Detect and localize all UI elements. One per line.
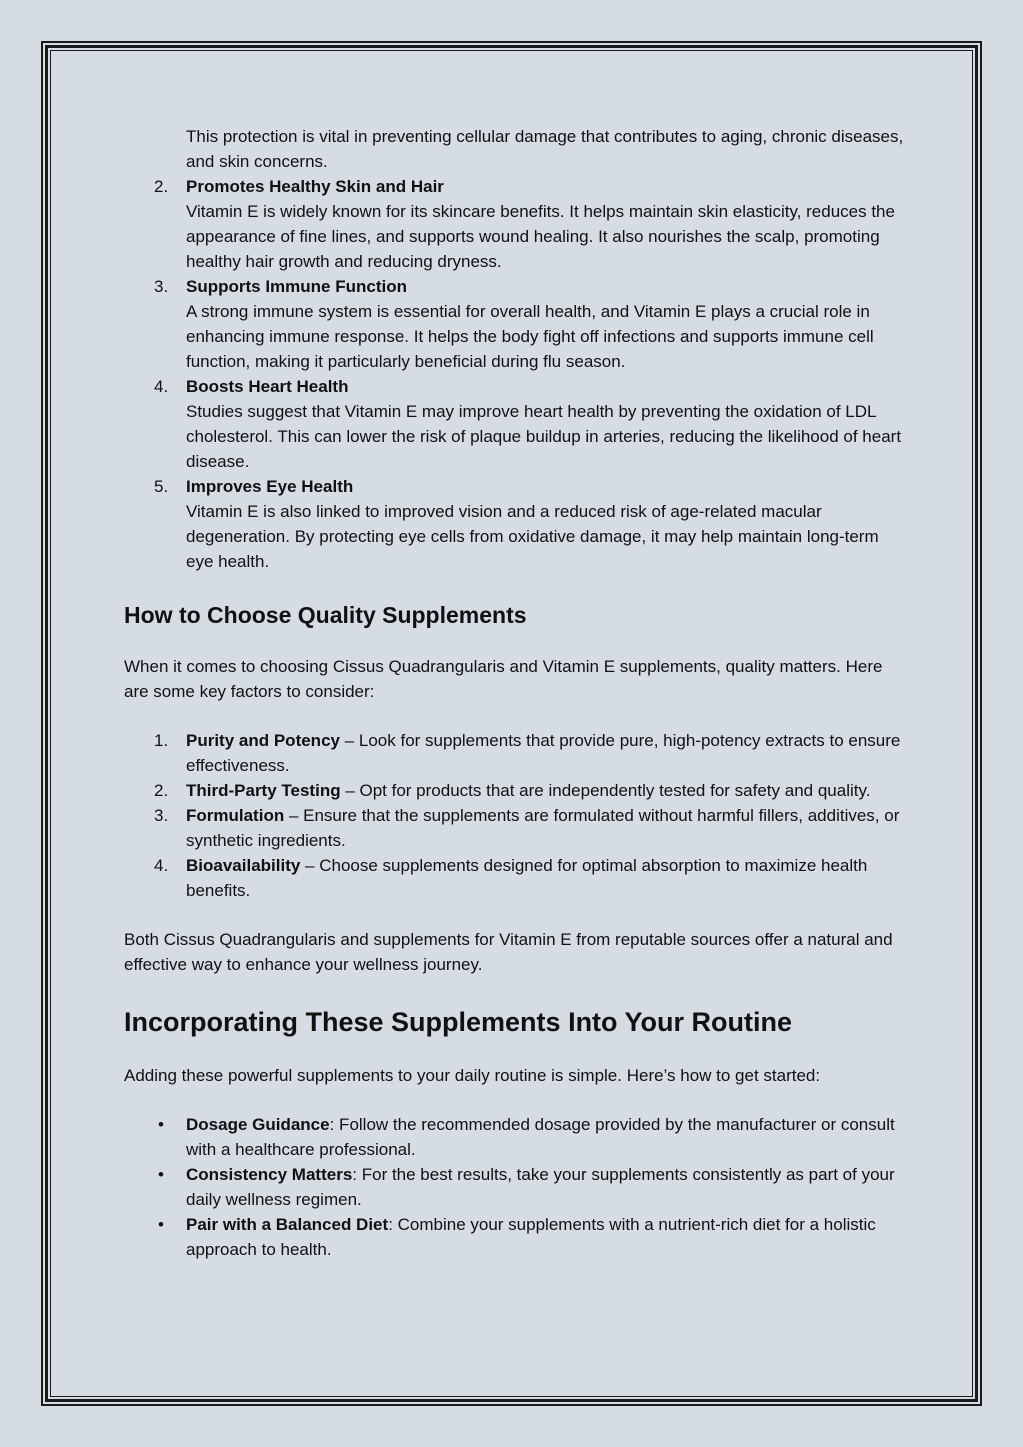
quality-item (124, 778, 904, 803)
quality-intro: When it comes to choosing Cissus Quadrangularis and Vitamin E supplements, quality matters. Here are some key factors to consider: (124, 657, 883, 701)
quality-item (124, 853, 904, 903)
quality-item-title: Formulation (186, 806, 285, 825)
benefit-text: Vitamin E is widely known for its skincare benefits. It helps maintain skin elasticity, reduces the appearance of fine lines, and supports wound healing. It also nourishes the scalp, promoting healthy hair growth and reducing dryness. (186, 202, 895, 271)
benefit-item (124, 474, 904, 574)
quality-item (124, 728, 904, 778)
list-number: 4. (154, 377, 169, 396)
benefit-item (124, 274, 904, 374)
routine-item-title: Dosage Guidance (186, 1115, 330, 1134)
routine-item-title: Consistency Matters (186, 1165, 353, 1184)
list-number: 4. (154, 856, 169, 875)
list-number: 2. (154, 781, 169, 800)
list-number: 2. (154, 177, 169, 196)
benefit-item (124, 174, 904, 274)
quality-item-title: Purity and Potency (186, 731, 340, 750)
benefit-title: Promotes Healthy Skin and Hair (186, 177, 444, 196)
quality-list (124, 728, 904, 903)
benefit-title: Improves Eye Health (186, 477, 354, 496)
benefit-item-continued (124, 124, 904, 174)
quality-item-text: – Opt for products that are independently tested for safety and quality. (340, 781, 871, 800)
quality-item-text: – Choose supplements designed for optimal absorption to maximize health benefits. (186, 856, 868, 900)
document-body (124, 124, 904, 1262)
section-heading-routine: Incorporating These Supplements Into Your Routine (124, 1007, 793, 1037)
quality-item (124, 803, 904, 853)
quality-closing: Both Cissus Quadrangularis and supplements for Vitamin E from reputable sources offer a natural and effective way to enhance your wellness journey. (124, 930, 893, 974)
list-number: 1. (154, 731, 169, 750)
list-number: 3. (154, 806, 169, 825)
quality-item-text: – Ensure that the supplements are formulated without harmful fillers, additives, or synthetic ingredients. (186, 806, 900, 850)
list-number: 3. (154, 277, 169, 296)
benefit-text: Studies suggest that Vitamin E may improve heart health by preventing the oxidation of LDL cholesterol. This can lower the risk of plaque buildup in arteries, reducing the likelihood of heart disease. (186, 402, 902, 471)
quality-item-title: Third-Party Testing (186, 781, 341, 800)
routine-list (124, 1112, 904, 1262)
routine-item-text: : For the best results, take your supplements consistently as part of your daily wellness regimen. (186, 1165, 895, 1209)
routine-item-text: : Combine your supplements with a nutrient-rich diet for a holistic approach to health. (186, 1215, 876, 1259)
routine-item (124, 1112, 904, 1162)
benefit-title: Boosts Heart Health (186, 377, 349, 396)
quality-item-title: Bioavailability (186, 856, 301, 875)
bullet-marker: • (158, 1215, 164, 1234)
bullet-marker: • (158, 1115, 164, 1134)
benefit-item (124, 374, 904, 474)
benefit-text: A strong immune system is essential for overall health, and Vitamin E plays a crucial role in enhancing immune response. It helps the body fight off infections and supports immune cell function, making it particularly beneficial during flu season. (186, 302, 874, 371)
bullet-marker: • (158, 1165, 164, 1184)
section-heading-quality: How to Choose Quality Supplements (124, 602, 527, 628)
routine-item-text: : Follow the recommended dosage provided by the manufacturer or consult with a healthcare professional. (186, 1115, 895, 1159)
benefit-title: Supports Immune Function (186, 277, 407, 296)
benefit-1-continued-text: This protection is vital in preventing cellular damage that contributes to aging, chronic diseases, and skin concerns. (186, 127, 904, 171)
routine-intro: Adding these powerful supplements to your daily routine is simple. Here’s how to get started: (124, 1066, 821, 1085)
benefit-text: Vitamin E is also linked to improved vision and a reduced risk of age-related macular degeneration. By protecting eye cells from oxidative damage, it may help maintain long-term eye health. (186, 502, 879, 571)
routine-item (124, 1212, 904, 1262)
routine-item-title: Pair with a Balanced Diet (186, 1215, 389, 1234)
quality-item-text: – Look for supplements that provide pure, high-potency extracts to ensure effectiveness. (186, 731, 901, 775)
list-number: 5. (154, 477, 169, 496)
routine-item (124, 1162, 904, 1212)
